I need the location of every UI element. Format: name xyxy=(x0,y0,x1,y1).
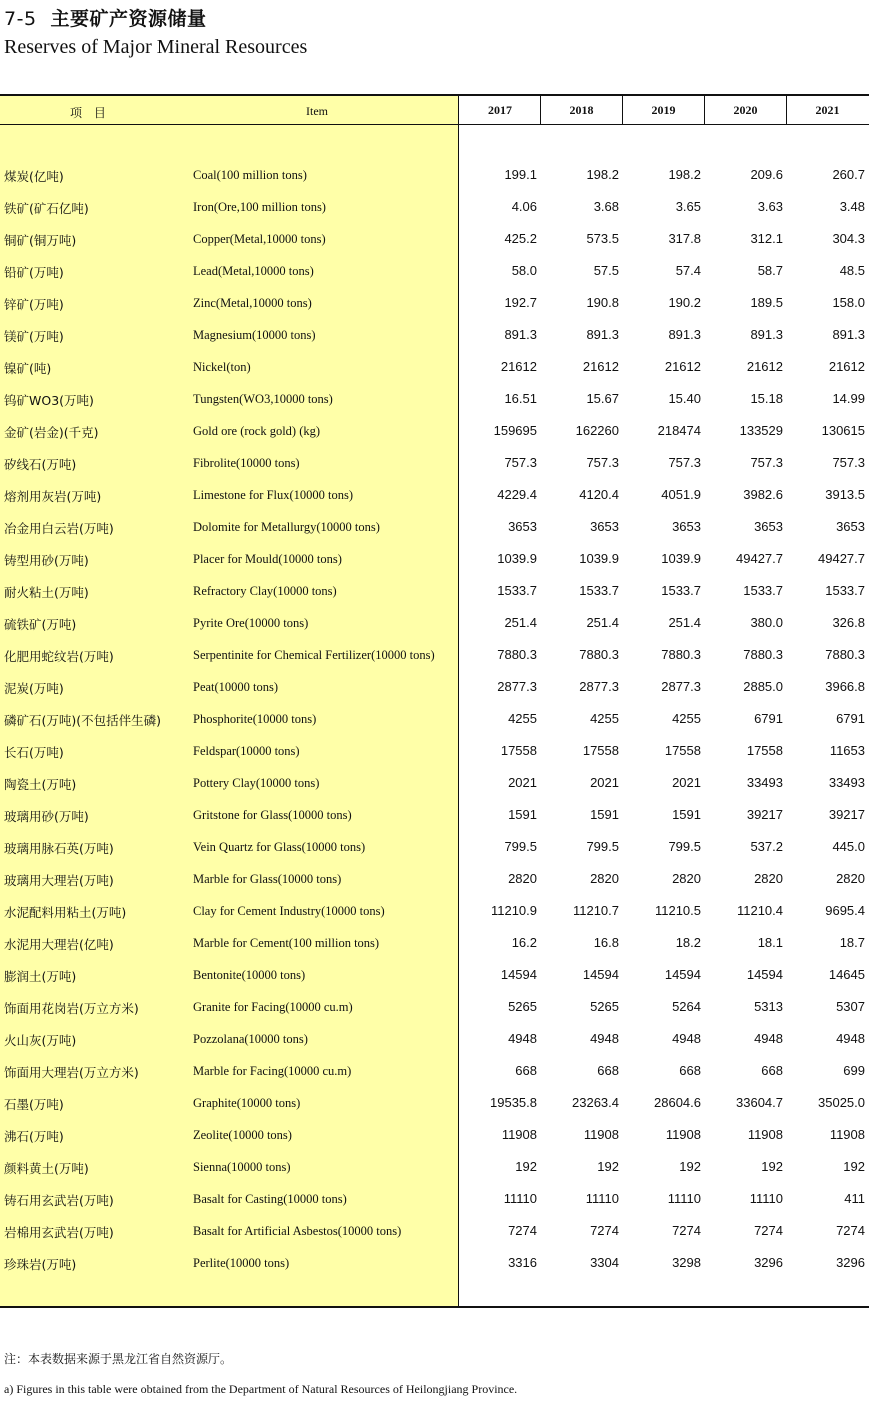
row-value-2021: 4948 xyxy=(836,1031,865,1046)
row-label-en: Sienna(10000 tons) xyxy=(193,1160,291,1174)
row-value-2020: 380.0 xyxy=(750,615,783,630)
row-value-2018: 190.8 xyxy=(586,295,619,310)
row-value-2017: 3316 xyxy=(508,1255,537,1270)
table-row xyxy=(0,711,869,743)
row-label-en: Coal(100 million tons) xyxy=(193,168,307,182)
row-value-2020: 757.3 xyxy=(750,455,783,470)
row-value-2017: 4.06 xyxy=(511,199,537,214)
note-cn: 注：本表数据来源于黑龙江省自然资源厅。 xyxy=(4,1352,233,1366)
row-value-2017: 17558 xyxy=(500,743,537,758)
row-label-cn: 耐火粘土(万吨) xyxy=(4,585,89,600)
row-value-2021: 192 xyxy=(843,1159,865,1174)
header-year-2018: 2018 xyxy=(540,96,622,124)
row-value-2017: 7274 xyxy=(508,1223,537,1238)
row-value-2017: 4229.4 xyxy=(497,487,537,502)
row-label-en: Basalt for Casting(10000 tons) xyxy=(193,1192,347,1206)
row-label-en: Fibrolite(10000 tons) xyxy=(193,456,300,470)
row-value-2018: 21612 xyxy=(582,359,619,374)
table-row xyxy=(0,839,869,871)
table-row xyxy=(0,1191,869,1223)
row-label-en: Marble for Glass(10000 tons) xyxy=(193,872,342,886)
row-value-2021: 699 xyxy=(843,1063,865,1078)
row-value-2020: 4948 xyxy=(754,1031,783,1046)
row-label-cn: 铅矿(万吨) xyxy=(4,265,64,280)
row-label-en: Magnesium(10000 tons) xyxy=(193,328,316,342)
row-value-2018: 7274 xyxy=(590,1223,619,1238)
row-value-2018: 14594 xyxy=(582,967,619,982)
row-label-en: Lead(Metal,10000 tons) xyxy=(193,264,314,278)
row-value-2018: 16.8 xyxy=(593,935,619,950)
table-row xyxy=(0,359,869,391)
row-label-en: Nickel(ton) xyxy=(193,360,251,374)
row-value-2021: 1533.7 xyxy=(825,583,865,598)
row-label-en: Phosphorite(10000 tons) xyxy=(193,712,317,726)
row-value-2021: 3296 xyxy=(836,1255,865,1270)
row-value-2021: 7274 xyxy=(836,1223,865,1238)
row-value-2020: 2885.0 xyxy=(743,679,783,694)
row-value-2017: 11110 xyxy=(503,1191,537,1206)
row-value-2017: 159695 xyxy=(493,423,537,438)
row-label-cn: 沸石(万吨) xyxy=(4,1129,64,1144)
row-value-2020: 18.1 xyxy=(757,935,783,950)
row-label-cn: 玻璃用脉石英(万吨) xyxy=(4,841,114,856)
row-label-cn: 陶瓷土(万吨) xyxy=(4,777,77,792)
table-row xyxy=(0,743,869,775)
row-value-2019: 11210.5 xyxy=(654,903,701,918)
row-value-2018: 7880.3 xyxy=(579,647,619,662)
row-value-2019: 5264 xyxy=(672,999,701,1014)
row-value-2020: 5313 xyxy=(754,999,783,1014)
row-value-2018: 668 xyxy=(597,1063,619,1078)
row-value-2017: 1533.7 xyxy=(497,583,537,598)
row-label-cn: 煤炭(亿吨) xyxy=(4,169,64,184)
row-label-cn: 膨润土(万吨) xyxy=(4,969,77,984)
row-value-2019: 218474 xyxy=(657,423,701,438)
row-value-2020: 58.7 xyxy=(757,263,783,278)
row-value-2018: 1533.7 xyxy=(579,583,619,598)
table-row xyxy=(0,167,869,199)
row-value-2018: 3304 xyxy=(590,1255,619,1270)
table-title-en: Reserves of Major Mineral Resources xyxy=(4,36,308,58)
row-value-2019: 757.3 xyxy=(668,455,701,470)
title-cn xyxy=(4,4,207,31)
row-value-2021: 9695.4 xyxy=(825,903,865,918)
row-label-cn: 镁矿(万吨) xyxy=(4,329,64,344)
row-value-2020: 21612 xyxy=(746,359,783,374)
row-label-en: Bentonite(10000 tons) xyxy=(193,968,306,982)
row-value-2021: 6791 xyxy=(836,711,865,726)
row-label-en: Vein Quartz for Glass(10000 tons) xyxy=(193,840,366,854)
row-value-2020: 39217 xyxy=(746,807,783,822)
row-value-2021: 14645 xyxy=(828,967,865,982)
row-label-cn: 玻璃用大理岩(万吨) xyxy=(4,873,114,888)
row-value-2019: 7274 xyxy=(672,1223,701,1238)
row-value-2017: 799.5 xyxy=(504,839,537,854)
row-value-2019: 4051.9 xyxy=(661,487,701,502)
row-value-2020: 7274 xyxy=(754,1223,783,1238)
row-value-2018: 4948 xyxy=(590,1031,619,1046)
table-row xyxy=(0,455,869,487)
row-label-cn: 颜料黄土(万吨) xyxy=(4,1161,89,1176)
table-row xyxy=(0,1095,869,1127)
row-value-2017: 199.1 xyxy=(504,167,537,182)
row-value-2018: 4255 xyxy=(590,711,619,726)
row-label-en: Gold ore (rock gold) (kg) xyxy=(193,424,321,438)
row-label-en: Placer for Mould(10000 tons) xyxy=(193,552,342,566)
row-value-2018: 2021 xyxy=(590,775,619,790)
row-value-2017: 14594 xyxy=(500,967,537,982)
row-value-2020: 891.3 xyxy=(750,327,783,342)
row-label-en: Clay for Cement Industry(10000 tons) xyxy=(193,904,385,918)
row-label-en: Serpentinite for Chemical Fertilizer(10000 tons) xyxy=(193,648,435,662)
row-value-2017: 192 xyxy=(515,1159,537,1174)
row-label-en: Tungsten(WO3,10000 tons) xyxy=(193,392,333,406)
table-row xyxy=(0,871,869,903)
row-label-cn: 铸石用玄武岩(万吨) xyxy=(4,1193,114,1208)
row-label-en: Zinc(Metal,10000 tons) xyxy=(193,296,312,310)
row-value-2019: 2021 xyxy=(672,775,701,790)
table-row xyxy=(0,295,869,327)
header-year-2019: 2019 xyxy=(622,96,704,124)
row-value-2020: 2820 xyxy=(754,871,783,886)
row-value-2019: 4948 xyxy=(672,1031,701,1046)
table-row xyxy=(0,551,869,583)
row-value-2020: 11110 xyxy=(749,1191,783,1206)
row-value-2017: 21612 xyxy=(500,359,537,374)
row-value-2021: 757.3 xyxy=(832,455,865,470)
row-value-2017: 891.3 xyxy=(504,327,537,342)
header-year-2021: 2021 xyxy=(786,96,868,124)
row-value-2017: 58.0 xyxy=(511,263,537,278)
row-label-en: Pottery Clay(10000 tons) xyxy=(193,776,320,790)
row-value-2019: 2877.3 xyxy=(661,679,701,694)
row-label-cn: 化肥用蛇纹岩(万吨) xyxy=(4,649,114,664)
row-value-2019: 21612 xyxy=(664,359,701,374)
row-value-2020: 14594 xyxy=(746,967,783,982)
row-value-2018: 891.3 xyxy=(586,327,619,342)
row-value-2018: 57.5 xyxy=(593,263,619,278)
row-value-2017: 2021 xyxy=(508,775,537,790)
row-label-en: Limestone for Flux(10000 tons) xyxy=(193,488,354,502)
table-row xyxy=(0,935,869,967)
row-value-2018: 573.5 xyxy=(586,231,619,246)
row-value-2018: 3653 xyxy=(590,519,619,534)
row-value-2019: 3653 xyxy=(672,519,701,534)
row-label-cn: 冶金用白云岩(万吨) xyxy=(4,521,114,536)
table-row xyxy=(0,1031,869,1063)
row-value-2017: 757.3 xyxy=(504,455,537,470)
row-label-en: Pyrite Ore(10000 tons) xyxy=(193,616,309,630)
row-label-cn: 长石(万吨) xyxy=(4,745,64,760)
row-value-2018: 4120.4 xyxy=(579,487,619,502)
row-value-2019: 3.65 xyxy=(675,199,701,214)
table-row xyxy=(0,199,869,231)
row-value-2021: 48.5 xyxy=(839,263,865,278)
row-value-2019: 192 xyxy=(679,1159,701,1174)
table-row xyxy=(0,775,869,807)
row-value-2017: 1591 xyxy=(508,807,537,822)
row-value-2017: 5265 xyxy=(508,999,537,1014)
row-label-cn: 泥炭(万吨) xyxy=(4,681,64,696)
row-value-2021: 5307 xyxy=(836,999,865,1014)
header-item-cn: 项 目 xyxy=(70,106,110,120)
row-value-2019: 18.2 xyxy=(675,935,701,950)
row-value-2019: 14594 xyxy=(664,967,701,982)
table-row xyxy=(0,327,869,359)
row-value-2019: 11110 xyxy=(667,1191,701,1206)
row-value-2021: 260.7 xyxy=(832,167,865,182)
row-value-2017: 251.4 xyxy=(504,615,537,630)
row-label-cn: 磷矿石(万吨)(不包括伴生磷) xyxy=(4,713,162,728)
row-label-en: Peat(10000 tons) xyxy=(193,680,279,694)
row-value-2021: 35025.0 xyxy=(818,1095,865,1110)
table-title-cn: 主要矿产资源储量 xyxy=(50,8,207,30)
row-label-cn: 矽线石(万吨) xyxy=(4,457,77,472)
row-value-2020: 312.1 xyxy=(750,231,783,246)
row-value-2020: 11210.4 xyxy=(736,903,783,918)
row-value-2020: 668 xyxy=(761,1063,783,1078)
row-value-2017: 4948 xyxy=(508,1031,537,1046)
row-label-en: Dolomite for Metallurgy(10000 tons) xyxy=(193,520,380,534)
row-label-en: Gritstone for Glass(10000 tons) xyxy=(193,808,352,822)
row-value-2019: 891.3 xyxy=(668,327,701,342)
row-value-2018: 5265 xyxy=(590,999,619,1014)
row-value-2021: 7880.3 xyxy=(825,647,865,662)
row-label-cn: 石墨(万吨) xyxy=(4,1097,64,1112)
row-value-2018: 2820 xyxy=(590,871,619,886)
row-value-2017: 668 xyxy=(515,1063,537,1078)
row-label-cn: 饰面用大理岩(万立方米) xyxy=(4,1065,139,1080)
row-value-2017: 16.2 xyxy=(511,935,537,950)
table-number: 7-5 xyxy=(4,8,37,30)
row-label-en: Iron(Ore,100 million tons) xyxy=(193,200,326,214)
row-value-2020: 3653 xyxy=(754,519,783,534)
table-row xyxy=(0,263,869,295)
row-value-2017: 2820 xyxy=(508,871,537,886)
row-label-cn: 铸型用砂(万吨) xyxy=(4,553,89,568)
table-row xyxy=(0,1159,869,1191)
table-row xyxy=(0,807,869,839)
row-value-2018: 162260 xyxy=(575,423,619,438)
row-value-2021: 11908 xyxy=(829,1127,865,1142)
row-value-2019: 2820 xyxy=(672,871,701,886)
row-value-2019: 28604.6 xyxy=(654,1095,701,1110)
row-label-cn: 水泥配料用粘土(万吨) xyxy=(4,905,127,920)
table-row xyxy=(0,647,869,679)
row-value-2019: 198.2 xyxy=(668,167,701,182)
table-row xyxy=(0,1127,869,1159)
row-label-cn: 熔剂用灰岩(万吨) xyxy=(4,489,102,504)
table-row xyxy=(0,487,869,519)
row-value-2020: 6791 xyxy=(754,711,783,726)
row-value-2017: 2877.3 xyxy=(497,679,537,694)
row-value-2019: 4255 xyxy=(672,711,701,726)
row-value-2017: 11908 xyxy=(501,1127,537,1142)
row-value-2021: 158.0 xyxy=(832,295,865,310)
row-value-2018: 3.68 xyxy=(593,199,619,214)
row-label-cn: 镍矿(吨) xyxy=(4,361,52,376)
table-row xyxy=(0,903,869,935)
row-label-cn: 钨矿WO3(万吨) xyxy=(4,393,94,408)
header-year-2020: 2020 xyxy=(704,96,786,124)
row-label-cn: 玻璃用砂(万吨) xyxy=(4,809,89,824)
table-row xyxy=(0,1255,869,1287)
row-label-en: Zeolite(10000 tons) xyxy=(193,1128,292,1142)
row-value-2020: 49427.7 xyxy=(736,551,783,566)
row-label-en: Feldspar(10000 tons) xyxy=(193,744,300,758)
row-value-2021: 33493 xyxy=(828,775,865,790)
row-value-2021: 445.0 xyxy=(832,839,865,854)
row-value-2019: 1039.9 xyxy=(661,551,701,566)
row-value-2018: 23263.4 xyxy=(572,1095,619,1110)
row-value-2019: 11908 xyxy=(665,1127,701,1142)
row-value-2021: 21612 xyxy=(828,359,865,374)
table-row xyxy=(0,999,869,1031)
row-value-2020: 3296 xyxy=(754,1255,783,1270)
row-value-2019: 317.8 xyxy=(668,231,701,246)
row-value-2021: 3966.8 xyxy=(825,679,865,694)
header-item-en: Item xyxy=(306,104,328,118)
row-value-2017: 1039.9 xyxy=(497,551,537,566)
row-value-2019: 1533.7 xyxy=(661,583,701,598)
row-value-2021: 304.3 xyxy=(832,231,865,246)
row-value-2019: 3298 xyxy=(672,1255,701,1270)
row-value-2020: 17558 xyxy=(746,743,783,758)
row-value-2018: 15.67 xyxy=(586,391,619,406)
table-row xyxy=(0,1063,869,1095)
row-value-2020: 133529 xyxy=(739,423,783,438)
row-value-2020: 192 xyxy=(761,1159,783,1174)
row-label-en: Perlite(10000 tons) xyxy=(193,1256,290,1270)
row-label-cn: 水泥用大理岩(亿吨) xyxy=(4,937,114,952)
row-value-2017: 425.2 xyxy=(504,231,537,246)
table-row xyxy=(0,1223,869,1255)
row-value-2019: 15.40 xyxy=(668,391,701,406)
row-value-2021: 3.48 xyxy=(839,199,865,214)
row-value-2017: 11210.9 xyxy=(490,903,537,918)
row-label-cn: 锌矿(万吨) xyxy=(4,297,64,312)
table-row xyxy=(0,391,869,423)
row-label-cn: 铜矿(铜万吨) xyxy=(4,233,77,248)
row-value-2018: 198.2 xyxy=(586,167,619,182)
table-row xyxy=(0,519,869,551)
row-label-en: Refractory Clay(10000 tons) xyxy=(193,584,337,598)
row-value-2017: 4255 xyxy=(508,711,537,726)
row-value-2017: 192.7 xyxy=(504,295,537,310)
row-value-2020: 209.6 xyxy=(750,167,783,182)
row-value-2020: 33604.7 xyxy=(736,1095,783,1110)
row-value-2020: 11908 xyxy=(747,1127,783,1142)
row-value-2020: 3982.6 xyxy=(743,487,783,502)
row-value-2018: 11908 xyxy=(583,1127,619,1142)
row-value-2021: 2820 xyxy=(836,871,865,886)
row-value-2019: 190.2 xyxy=(668,295,701,310)
row-label-cn: 金矿(岩金)(千克) xyxy=(4,425,99,440)
row-value-2018: 192 xyxy=(597,1159,619,1174)
reserves-table xyxy=(0,94,869,1308)
row-label-en: Granite for Facing(10000 cu.m) xyxy=(193,1000,353,1014)
row-value-2019: 57.4 xyxy=(675,263,701,278)
row-value-2019: 7880.3 xyxy=(661,647,701,662)
table-row xyxy=(0,231,869,263)
row-label-en: Marble for Cement(100 million tons) xyxy=(193,936,380,950)
row-value-2017: 7880.3 xyxy=(497,647,537,662)
table-row xyxy=(0,967,869,999)
row-value-2021: 49427.7 xyxy=(818,551,865,566)
row-value-2021: 14.99 xyxy=(832,391,865,406)
row-value-2021: 891.3 xyxy=(832,327,865,342)
row-label-cn: 岩棉用玄武岩(万吨) xyxy=(4,1225,114,1240)
table-header xyxy=(0,96,869,125)
row-value-2019: 251.4 xyxy=(668,615,701,630)
row-label-cn: 铁矿(矿石亿吨) xyxy=(4,201,89,216)
row-label-en: Marble for Facing(10000 cu.m) xyxy=(193,1064,352,1078)
row-label-cn: 饰面用花岗岩(万立方米) xyxy=(4,1001,139,1016)
row-value-2020: 33493 xyxy=(746,775,783,790)
row-label-en: Pozzolana(10000 tons) xyxy=(193,1032,308,1046)
row-value-2021: 11653 xyxy=(829,743,865,758)
row-value-2018: 2877.3 xyxy=(579,679,619,694)
row-label-cn: 火山灰(万吨) xyxy=(4,1033,77,1048)
note-en: a) Figures in this table were obtained from the Department of Natural Resources of Heilongjiang Province. xyxy=(4,1382,518,1396)
row-value-2017: 3653 xyxy=(508,519,537,534)
row-value-2019: 668 xyxy=(679,1063,701,1078)
row-value-2018: 799.5 xyxy=(586,839,619,854)
row-label-cn: 硫铁矿(万吨) xyxy=(4,617,77,632)
row-value-2018: 17558 xyxy=(582,743,619,758)
row-value-2021: 411 xyxy=(844,1191,865,1206)
row-value-2020: 189.5 xyxy=(750,295,783,310)
row-value-2019: 1591 xyxy=(672,807,701,822)
table-row xyxy=(0,615,869,647)
row-value-2019: 799.5 xyxy=(668,839,701,854)
row-value-2020: 1533.7 xyxy=(743,583,783,598)
row-label-en: Graphite(10000 tons) xyxy=(193,1096,301,1110)
row-value-2021: 3913.5 xyxy=(825,487,865,502)
row-value-2018: 1591 xyxy=(590,807,619,822)
row-value-2019: 17558 xyxy=(664,743,701,758)
row-value-2018: 11110 xyxy=(585,1191,619,1206)
row-value-2020: 537.2 xyxy=(750,839,783,854)
row-label-en: Copper(Metal,10000 tons) xyxy=(193,232,326,246)
row-value-2018: 757.3 xyxy=(586,455,619,470)
table-row xyxy=(0,423,869,455)
row-value-2021: 3653 xyxy=(836,519,865,534)
row-value-2017: 19535.8 xyxy=(490,1095,537,1110)
row-value-2018: 1039.9 xyxy=(579,551,619,566)
header-year-2017: 2017 xyxy=(488,103,512,117)
row-value-2017: 16.51 xyxy=(504,391,537,406)
row-label-en: Basalt for Artificial Asbestos(10000 tons) xyxy=(193,1224,402,1238)
row-value-2018: 251.4 xyxy=(586,615,619,630)
table-row xyxy=(0,583,869,615)
row-value-2021: 326.8 xyxy=(832,615,865,630)
row-value-2021: 18.7 xyxy=(839,935,865,950)
row-label-cn: 珍珠岩(万吨) xyxy=(4,1257,77,1272)
row-value-2020: 3.63 xyxy=(757,199,783,214)
row-value-2018: 11210.7 xyxy=(572,903,619,918)
row-value-2021: 130615 xyxy=(821,423,865,438)
table-row xyxy=(0,679,869,711)
row-value-2020: 15.18 xyxy=(750,391,783,406)
row-value-2021: 39217 xyxy=(828,807,865,822)
row-value-2020: 7880.3 xyxy=(743,647,783,662)
